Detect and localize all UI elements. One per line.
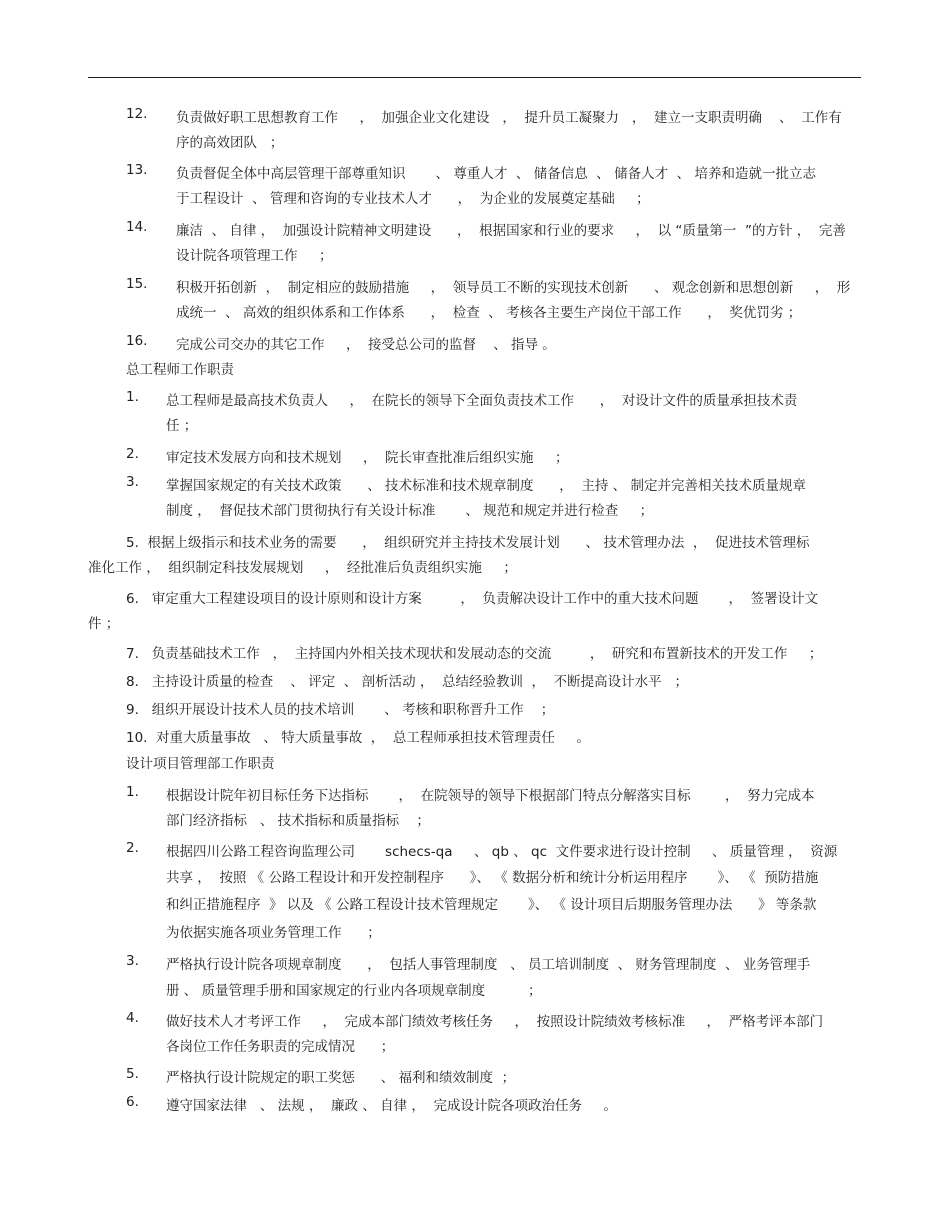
- list-item-text: 5. 根据上级指示和技术业务的需要 ， 组织研究并主持技术发展计划 、 技术管理办法 ， 促进技术管理标: [126, 535, 810, 551]
- list-item-text: 严格执行设计院规定的职工奖惩 、 福利和绩效制度 ；: [166, 1070, 516, 1086]
- list-item-text: 审定技术发展方向和技术规划 ， 院长审查批准后组织实施 ；: [166, 450, 569, 466]
- list-item-text: 做好技术人才考评工作 ， 完成本部门绩效考核任务 ， 按照设计院绩效考核标准 ， 严格考评本部门: [166, 1014, 824, 1030]
- list-number: 3.: [126, 953, 139, 969]
- list-item-text: 共享 ， 按照 《 公路工程设计和开发控制程序 》、 《 数据分析和统计分析运用程序 》、 《 预防措施: [166, 870, 819, 886]
- list-number: 16.: [126, 333, 148, 349]
- list-item-text: 部门经济指标 、 技术指标和质量指标 ；: [166, 813, 430, 829]
- list-item-text: 8. 主持设计质量的检查 、 评定 、 剖析活动 ， 总结经验教训 ， 不断提高设计水平 ；: [126, 674, 688, 690]
- list-number: 12.: [126, 106, 148, 122]
- section-heading: 总工程师工作职责: [126, 362, 234, 378]
- list-item-text: 严格执行设计院各项规章制度 ， 包括人事管理制度 、 员工培训制度 、 财务管理制度 、 业务管理手: [166, 957, 811, 973]
- list-item-text: 积极开拓创新 ， 制定相应的鼓励措施 ， 领导员工不断的实现技术创新 、 观念创新和思想创新 ， 形: [176, 280, 851, 296]
- list-number: 2.: [126, 840, 139, 856]
- list-number: 2.: [126, 446, 139, 462]
- list-item-text: 制度 ， 督促技术部门贯彻执行有关设计标准 、 规范和规定并进行检查 ；: [166, 503, 654, 519]
- list-item-text: 任 ；: [166, 418, 198, 434]
- list-item-text: 6. 审定重大工程建设项目的设计原则和设计方案 ， 负责解决设计工作中的重大技术问题 ， 签署设计文: [126, 591, 819, 607]
- section-heading: 设计项目管理部工作职责: [126, 756, 275, 772]
- list-item-text: 负责做好职工思想教育工作 ， 加强企业文化建设 ， 提升员工凝聚力 ， 建立一支职责明确 、 工作有: [176, 110, 842, 126]
- list-number: 3.: [126, 474, 139, 490]
- list-item-text: 件 ；: [88, 616, 120, 632]
- list-item-text: 于工程设计 、 管理和咨询的专业技术人才 ， 为企业的发展奠定基础 ；: [176, 191, 650, 207]
- list-number: 14.: [126, 219, 148, 235]
- list-item-text: 完成公司交办的其它工作 ， 接受总公司的监督 、 指导 。: [176, 337, 556, 353]
- list-item-text: 7. 负责基础技术工作 ， 主持国内外相关技术现状和发展动态的交流 ， 研究和布置新技术的开发工作 ；: [126, 646, 823, 662]
- list-item-text: 成统一 、 高效的组织体系和工作体系 ， 检查 、 考核各主要生产岗位干部工作 ， 奖优罚劣 ；: [176, 305, 802, 321]
- list-number: 13.: [126, 162, 148, 178]
- list-item-text: 为依据实施各项业务管理工作 ；: [166, 925, 381, 941]
- list-number: 1.: [126, 389, 139, 405]
- list-number: 5.: [126, 1066, 139, 1082]
- list-item-text: 根据四川公路工程咨询监理公司 schecs-qa 、 qb 、 qc 文件要求进行设计控制 、 质量管理 ， 资源: [166, 844, 838, 860]
- list-item-text: 设计院各项管理工作 ；: [176, 248, 333, 264]
- list-number: 4.: [126, 1010, 139, 1026]
- list-item-text: 序的高效团队 ；: [176, 135, 284, 151]
- list-item-text: 总工程师是最高技术负责人 ， 在院长的领导下全面负责技术工作 ， 对设计文件的质量承担技术责: [166, 393, 798, 409]
- list-item-text: 负责督促全体中高层管理干部尊重知识 、 尊重人才 、 储备信息 、 储备人才 、 培养和造就一批立志: [176, 166, 816, 182]
- list-item-text: 准化工作 ， 组织制定科技发展规划 ， 经批准后负责组织实施 ；: [88, 560, 517, 576]
- list-item-text: 10. 对重大质量事故 、 特大质量事故 ， 总工程师承担技术管理责任 。: [126, 730, 590, 746]
- list-item-text: 册 、 质量管理手册和国家规定的行业内各项规章制度 ；: [166, 983, 542, 999]
- list-item-text: 遵守国家法律 、 法规 ， 廉政 、 自律 ， 完成设计院各项政治任务 。: [166, 1098, 617, 1114]
- list-number: 1.: [126, 784, 139, 800]
- list-item-text: 和纠正措施程序 》 以及 《 公路工程设计技术管理规定 》、 《 设计项目后期服务管理办法 》 等条款: [166, 897, 817, 913]
- list-item-text: 廉洁 、 自律 ， 加强设计院精神文明建设 ， 根据国家和行业的要求 ， 以 “质量第一 ”的方针 ， 完善: [176, 223, 846, 239]
- header-rule: [88, 77, 861, 78]
- list-item-text: 9. 组织开展设计技术人员的技术培训 、 考核和职称晋升工作 ；: [126, 702, 555, 718]
- list-item-text: 各岗位工作任务职责的完成情况 ；: [166, 1039, 395, 1055]
- list-item-text: 根据设计院年初目标任务下达指标 ， 在院领导的领导下根据部门特点分解落实目标 ， 努力完成本: [166, 788, 815, 804]
- list-number: 6.: [126, 1094, 139, 1110]
- list-number: 15.: [126, 276, 148, 292]
- list-item-text: 掌握国家规定的有关技术政策 、 技术标准和技术规章制度 ， 主持 、 制定并完善相关技术质量规章: [166, 478, 806, 494]
